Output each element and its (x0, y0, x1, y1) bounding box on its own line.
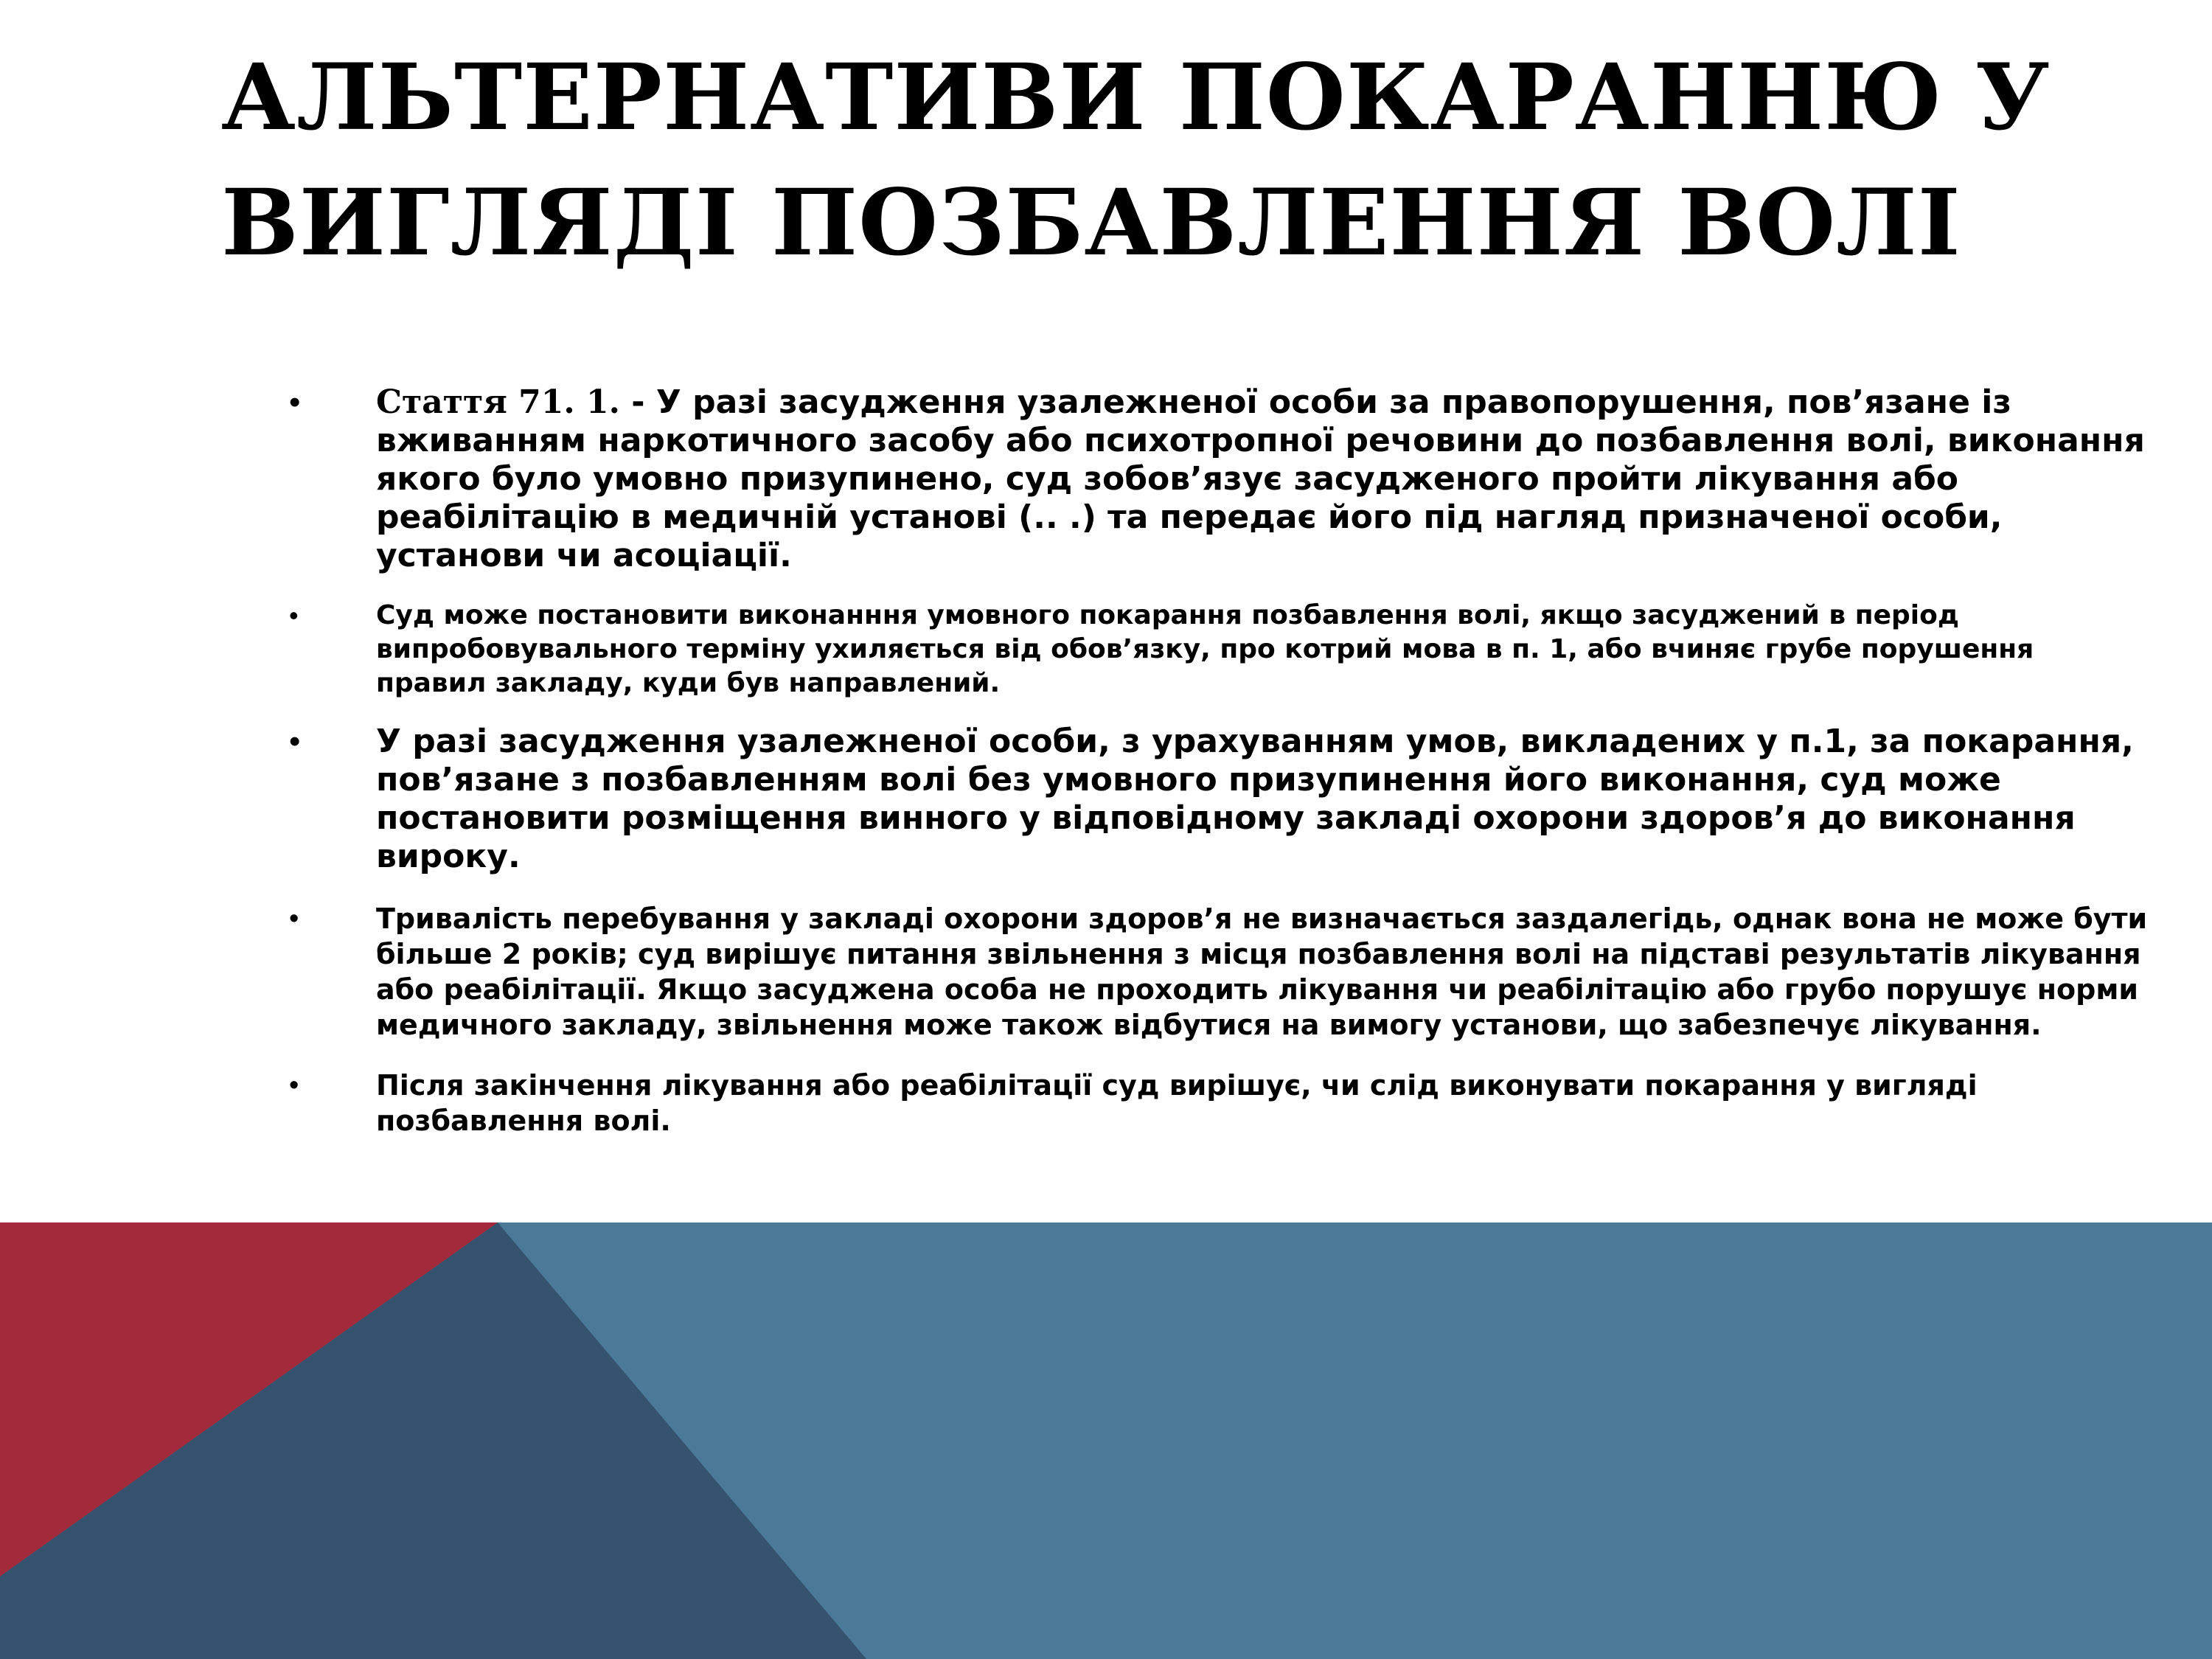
bullet-item-health-facility (280, 723, 2153, 876)
bullet-item-after-treatment (280, 1068, 2153, 1138)
bullet-lead-article: Стаття 71. 1. (376, 383, 620, 421)
bullet-dot-icon: • (289, 1070, 299, 1101)
bullet-dot-icon: • (289, 600, 299, 630)
bullet-text: Після закінчення лікування або реабілітації суд вирішує, чи слід виконувати покарання у вигляді позбавлення волі. (376, 1069, 1978, 1137)
bullet-list (280, 383, 2153, 1138)
decorative-footer-shapes (0, 1222, 2212, 1659)
slide-title-line-1: АЛЬТЕРНАТИВИ ПОКАРАННЮ У (221, 44, 2051, 151)
bullet-text: Тривалість перебування у закладі охорони здоров’я не визначається заздалегідь, однак вона не може бути більше 2 років; суд вирішує питання звільнення з місця позбавлення волі на підставі результатів лікування або реабілітації. Якщо засуджена особа не проходить лікування чи реабілітацію або грубо порушує норми медичного закладу, звільнення може також відбутися на вимогу установи, що забезпечує лікування. (376, 902, 2148, 1041)
slide-title (221, 35, 2065, 286)
bullet-text: У разі засудження узалежненої особи, з урахуванням умов, викладених у п.1, за покарання, пов’язане з позбавленням волі без умовного призупинення його виконання, суд може постановити розміщення винного у відповідному закладі охорони здоров’я до виконання вироку. (376, 723, 2134, 875)
slide-title-line-2: ВИГЛЯДІ ПОЗБАВЛЕННЯ ВОЛІ (221, 170, 1961, 276)
bullet-dot-icon: • (289, 723, 301, 759)
bullet-text: Суд може постановити виконанння умовного покарання позбавлення волі, якщо засуджений в період випробовувального терміну ухиляється від обов’язку, про котрий мова в п. 1, або вчиняє грубе порушення правил закладу, куди був направлений. (376, 600, 2034, 698)
bullet-item-suspended-sentence (280, 599, 2153, 700)
bullet-dot-icon: • (289, 384, 301, 420)
bullet-text: - У разі засудження узалежненої особи за правопорушення, пов’язане із вживанням наркотичного засобу або психотропної речовини до позбавлення волі, виконання якого було умовно призупинено, суд зобов’язує засудженого пройти лікування або реабілітацію в медичній установі (.. .) та передає його під нагляд призначеної особи, установи чи асоціації. (376, 383, 2145, 574)
bullet-item-article-71 (280, 383, 2153, 575)
bullet-dot-icon: • (289, 903, 299, 934)
bullet-item-duration (280, 901, 2153, 1043)
